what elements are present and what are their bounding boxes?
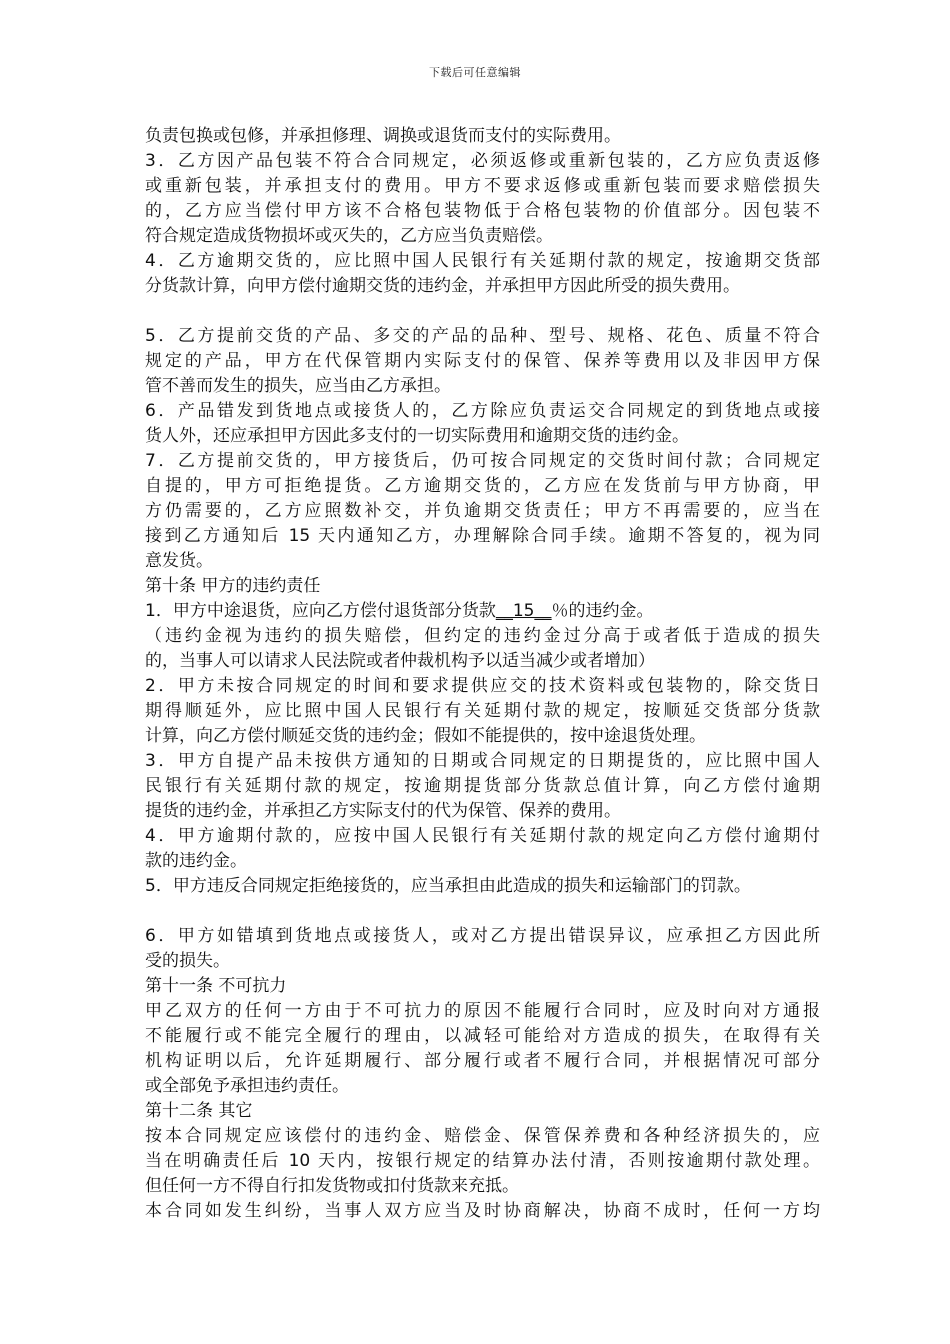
text-line: 货人外，还应承担甲方因此多支付的一切实际费用和逾期交货的违约金。 xyxy=(145,426,689,446)
text-line: 3．乙方因产品包装不符合合同规定，必须返修或重新包装的，乙方应负责返修 xyxy=(145,151,820,171)
text-line: 意发货。 xyxy=(145,551,213,571)
text-line: 符合规定造成货物损坏或灭失的，乙方应当负责赔偿。 xyxy=(145,226,553,246)
text-line: 但任何一方不得自行扣发货物或扣付货款来充抵。 xyxy=(145,1176,519,1196)
text-line: 按本合同规定应该偿付的违约金、赔偿金、保管保养费和各种经济损失的，应 xyxy=(145,1126,820,1146)
text-line: 6．产品错发到货地点或接货人的，乙方除应负责运交合同规定的到货地点或接 xyxy=(145,401,820,421)
text-line: 规定的产品，甲方在代保管期内实际支付的保管、保养等费用以及非因甲方保 xyxy=(145,351,820,371)
text-line: 提货的违约金，并承担乙方实际支付的代为保管、保养的费用。 xyxy=(145,801,621,821)
text-segment: 1．甲方中途退货，应向乙方偿付退货部分货款 xyxy=(145,601,496,621)
text-line: 期得顺延外，应比照中国人民银行有关延期付款的规定，按顺延交货部分货款 xyxy=(145,701,820,721)
text-line: 甲乙双方的任何一方由于不可抗力的原因不能履行合同时，应及时向对方通报 xyxy=(145,1001,820,1021)
text-line: 受的损失。 xyxy=(145,951,230,971)
text-line: 接到乙方通知后 15 天内通知乙方，办理解除合同手续。逾期不答复的，视为同 xyxy=(145,526,820,546)
text-segment: ％的违约金。 xyxy=(551,601,654,621)
underlined-value: __15__ xyxy=(495,601,552,621)
page-header: 下载后可任意编辑 xyxy=(429,66,521,79)
text-line: 或重新包装，并承担支付的费用。甲方不要求返修或重新包装而要求赔偿损失 xyxy=(145,176,820,196)
text-line: 计算，向乙方偿付顺延交货的违约金；假如不能提供的，按中途退货处理。 xyxy=(145,726,706,746)
text-line: 自提的，甲方可拒绝提货。乙方逾期交货的，乙方应在发货前与甲方协商，甲 xyxy=(145,476,820,496)
text-line: 或全部免予承担违约责任。 xyxy=(145,1076,349,1096)
text-line: 5．甲方违反合同规定拒绝接货的，应当承担由此造成的损失和运输部门的罚款。 xyxy=(145,876,751,896)
text-line: 5．乙方提前交货的产品、多交的产品的品种、型号、规格、花色、质量不符合 xyxy=(145,326,820,346)
blank-line xyxy=(145,899,820,924)
text-line: 机构证明以后，允许延期履行、部分履行或者不履行合同，并根据情况可部分 xyxy=(145,1051,820,1071)
text-line: 不能履行或不能完全履行的理由，以减轻可能给对方造成的损失，在取得有关 xyxy=(145,1026,820,1046)
text-line: 4．甲方逾期付款的，应按中国人民银行有关延期付款的规定向乙方偿付逾期付 xyxy=(145,826,820,846)
text-line: 3．甲方自提产品未按供方通知的日期或合同规定的日期提货的，应比照中国人 xyxy=(145,751,820,771)
text-line: 第十条 甲方的违约责任 xyxy=(145,576,321,596)
text-line: 当在明确责任后 10 天内，按银行规定的结算办法付清，否则按逾期付款处理。 xyxy=(145,1151,820,1171)
text-line: 本合同如发生纠纷，当事人双方应当及时协商解决，协商不成时，任何一方均 xyxy=(145,1201,820,1221)
text-line: 第十一条 不可抗力 xyxy=(145,976,287,996)
text-line: 民银行有关延期付款的规定，按逾期提货部分货款总值计算，向乙方偿付逾期 xyxy=(145,776,820,796)
text-line: 第十二条 其它 xyxy=(145,1101,253,1121)
text-line: 6．甲方如错填到货地点或接货人，或对乙方提出错误异议，应承担乙方因此所 xyxy=(145,926,820,946)
text-line: 分货款计算，向甲方偿付逾期交货的违约金，并承担甲方因此所受的损失费用。 xyxy=(145,276,740,296)
document-body xyxy=(145,124,820,1224)
text-line: 2．甲方未按合同规定的时间和要求提供应交的技术资料或包装物的，除交货日 xyxy=(145,676,820,696)
text-line: 负责包换或包修，并承担修理、调换或退货而支付的实际费用。 xyxy=(145,126,621,146)
text-line xyxy=(145,599,820,624)
text-line: （违约金视为违约的损失赔偿，但约定的违约金过分高于或者低于造成的损失 xyxy=(145,626,820,646)
blank-line xyxy=(145,299,820,324)
text-line: 的，乙方应当偿付甲方该不合格包装物低于合格包装物的价值部分。因包装不 xyxy=(145,201,820,221)
text-line: 款的违约金。 xyxy=(145,851,247,871)
text-line: 7．乙方提前交货的，甲方接货后，仍可按合同规定的交货时间付款；合同规定 xyxy=(145,451,820,471)
text-line: 方仍需要的，乙方应照数补交，并负逾期交货责任；甲方不再需要的，应当在 xyxy=(145,501,820,521)
text-line: 管不善而发生的损失，应当由乙方承担。 xyxy=(145,376,451,396)
text-line: 的，当事人可以请求人民法院或者仲裁机构予以适当减少或者增加） xyxy=(145,651,655,671)
text-line: 4．乙方逾期交货的，应比照中国人民银行有关延期付款的规定，按逾期交货部 xyxy=(145,251,820,271)
